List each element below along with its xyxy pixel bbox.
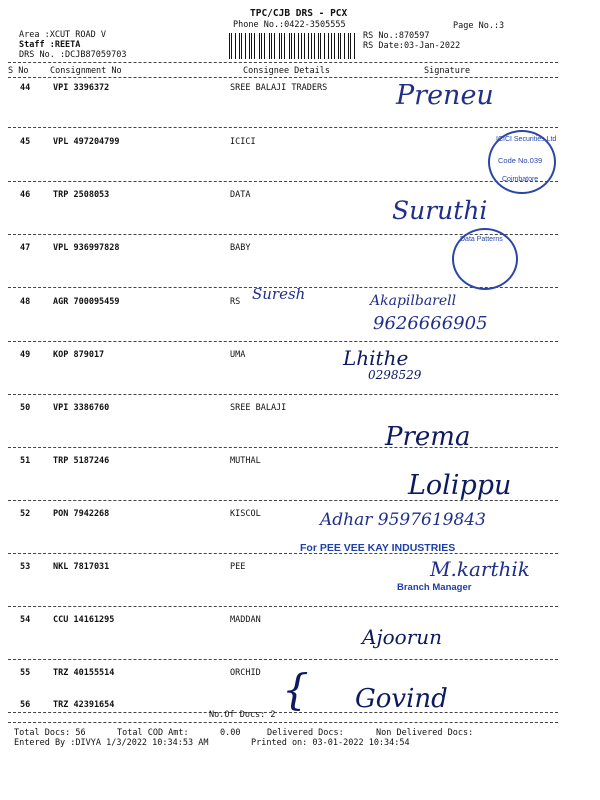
row-sno: 51: [20, 456, 31, 466]
row-sno: 54: [20, 615, 31, 625]
row-sno: 45: [20, 137, 31, 147]
row-consignee: RS: [230, 297, 241, 307]
total-cod-label: Total COD Amt:: [117, 728, 189, 738]
entered-by: Entered By :DIVYA 1/3/2022 10:34:53 AM: [14, 738, 209, 748]
signature-54: Ajoorun: [362, 625, 443, 649]
barcode-bar: [320, 33, 321, 59]
delivered-docs: Delivered Docs:: [267, 728, 344, 738]
row-sno: 56: [20, 700, 31, 710]
row-consignment: AGR 700095459: [53, 297, 120, 307]
handwritten-rs-name: Suresh: [252, 285, 306, 303]
row-sno: 46: [20, 190, 31, 200]
row-consignment: VPL 936997828: [53, 243, 120, 253]
row-divider: [8, 606, 558, 607]
signature-52: Adhar 9597619843: [320, 510, 486, 530]
barcode-bar: [274, 33, 275, 59]
row-consignee: BABY: [230, 243, 251, 253]
barcode: [229, 33, 357, 59]
col-signature: Signature: [424, 66, 471, 76]
no-of-docs: No.Of Docs: 2: [209, 710, 276, 720]
data-stamp: [452, 228, 518, 290]
row-sno: 50: [20, 403, 31, 413]
barcode-bar: [298, 33, 299, 59]
row-consignee: ORCHID: [230, 668, 261, 678]
row-divider: [8, 181, 558, 182]
signature-48: Akapilbarell: [370, 293, 457, 309]
row-divider: [8, 394, 558, 395]
row-consignee: MUTHAL: [230, 456, 261, 466]
row-consignment: VPL 497204799: [53, 137, 120, 147]
divider: [8, 62, 558, 63]
icici-stamp: [488, 130, 556, 194]
non-delivered-docs: Non Delivered Docs:: [376, 728, 474, 738]
phone-number: Phone No.:0422-3505555: [233, 20, 346, 30]
row-divider: [8, 447, 558, 448]
divider: [8, 77, 558, 78]
row-consignment: CCU 14161295: [53, 615, 115, 625]
row-divider: [8, 659, 558, 660]
row-consignment: TRP 2508053: [53, 190, 110, 200]
row-consignment: KOP 879017: [53, 350, 105, 360]
signature-44: Preneu: [396, 80, 494, 111]
row-consignee: DATA: [230, 190, 251, 200]
barcode-bar: [239, 33, 240, 59]
signature-51a: Prema: [385, 422, 471, 452]
row-consignee: PEE: [230, 562, 246, 572]
branch-manager-stamp: Branch Manager: [397, 582, 472, 593]
area-label: Area :XCUT ROAD V: [19, 30, 106, 40]
row-consignment: TRZ 40155514: [53, 668, 115, 678]
row-consignment: TRP 5187246: [53, 456, 110, 466]
col-consignee: Consignee Details: [243, 66, 330, 76]
staff-label: Staff :REETA: [19, 40, 81, 50]
row-consignment: NKL 7817031: [53, 562, 110, 572]
barcode-bar: [344, 33, 345, 59]
row-consignee: SREE BALAJI: [230, 403, 287, 413]
row-sno: 55: [20, 668, 31, 678]
row-sno: 52: [20, 509, 31, 519]
row-consignee: UMA: [230, 350, 246, 360]
row-sno: 53: [20, 562, 31, 572]
signature-49: Lhithe: [343, 346, 409, 370]
row-consignment: VPI 3386760: [53, 403, 110, 413]
signature-53: M.karthik: [430, 557, 530, 581]
row-consignment: VPI 3396372: [53, 83, 110, 93]
report-title: TPC/CJB DRS - PCX: [250, 8, 348, 19]
phone-48: 9626666905: [373, 313, 488, 334]
rs-date: RS Date:03-Jan-2022: [363, 41, 461, 51]
printed-on: Printed on: 03-01-2022 10:34:54: [251, 738, 410, 748]
data-stamp-ring: Data Patterns: [460, 236, 503, 243]
total-docs: Total Docs: 56: [14, 728, 86, 738]
signature-56: Govind: [355, 684, 448, 714]
row-consignment: TRZ 42391654: [53, 700, 115, 710]
row-consignee: ICICI: [230, 137, 256, 147]
barcode-bar: [259, 33, 260, 59]
icici-stamp-ring: ICICI Securities Ltd: [496, 136, 557, 143]
row-sno: 47: [20, 243, 31, 253]
rs-number: RS No.:870597: [363, 31, 430, 41]
row-divider: [8, 341, 558, 342]
row-consignee: KISCOL: [230, 509, 261, 519]
squiggle-mark: {: [282, 665, 309, 714]
page-number: Page No.:3: [453, 21, 505, 31]
row-consignment: PON 7942268: [53, 509, 110, 519]
signature-51b: Lolippu: [408, 470, 512, 501]
icici-stamp-city: Coimbatore: [502, 176, 539, 183]
row-divider: [8, 553, 558, 554]
row-sno: 44: [20, 83, 31, 93]
row-consignee: MADDAN: [230, 615, 261, 625]
col-consignment: Consignment No: [50, 66, 122, 76]
footer-divider: [8, 722, 558, 723]
row-sno: 49: [20, 350, 31, 360]
drs-number: DRS No. :DCJB87059703: [19, 50, 127, 60]
signature-46: Suruthi: [392, 196, 488, 225]
icici-stamp-code: Code No.039: [498, 156, 543, 165]
total-cod-value: 0.00: [220, 728, 241, 738]
row-divider: [8, 127, 558, 128]
row-consignee: SREE BALAJI TRADERS: [230, 83, 328, 93]
phone-49: 0298529: [368, 368, 422, 382]
col-sno: S No: [8, 66, 29, 76]
company-stamp: For PEE VEE KAY INDUSTRIES: [300, 542, 456, 554]
row-sno: 48: [20, 297, 31, 307]
